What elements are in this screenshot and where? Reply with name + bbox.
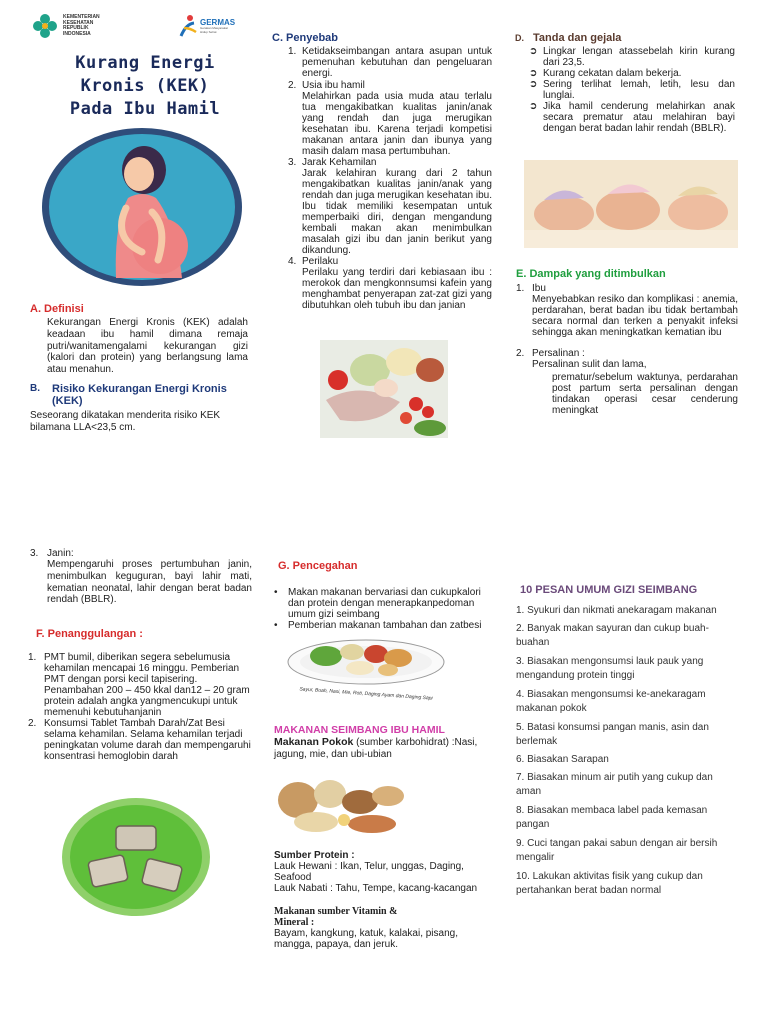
kemenkes-text-4: INDONESIA xyxy=(63,30,91,37)
section-risiko xyxy=(30,383,248,434)
iron-tablets-icon xyxy=(62,798,210,916)
penanggulangan-heading: F. Penanggulangan : xyxy=(36,628,143,640)
tanda-item-4: ➲ Jika hamil cenderung melahirkan anak secara prematur atau melahiran bayi dengan berat badan lahir rendah (BBLR). xyxy=(529,101,735,134)
pesan-item-5: 5. Batasi konsumsi pangan manis, asin dan berlemak xyxy=(516,722,709,747)
makanan-pokok: Makanan Pokok (sumber karbohidrat) :Nasi, jagung, mie, dan ubi-ubian xyxy=(274,736,478,760)
kemenkes-text-2: KESEHATAN xyxy=(63,19,94,26)
kemenkes-text-3: REPUBLIK xyxy=(63,25,89,31)
makanan-vitamin xyxy=(274,906,488,950)
dampak-item-2: 2. Persalinan : Persalinan sulit dan lama, prematur/sebelum waktunya, perdarahan post partum serta persalinan dengan tindakan operasi cesar cenderung meningkat xyxy=(516,348,738,416)
pesan-item-9: 9. Cuci tangan pakai sabun dengan air bersih mengalir xyxy=(516,838,718,863)
section-pencegahan xyxy=(274,560,490,631)
risiko-heading: Risiko Kekurangan Energi Kronis (KEK) xyxy=(52,383,227,407)
penyebab-item-4: 4. Perilaku Perilaku yang terdiri dari kebiasaan ibu : merokok dan mengkonnsumsi kafein yang menghambat penyerapan zat-zat gizi yang dibutuhkan oleh tubuh ibu dan janian xyxy=(288,256,492,311)
tanda-item-1: ➲ Lingkar lengan atassebelah kirin kurang dari 23,5. xyxy=(529,46,735,68)
kemenkes-logo xyxy=(30,10,140,42)
germas-subtext: Gerakan Masyarakat Hidup Sehat xyxy=(200,26,228,34)
section-dampak xyxy=(516,268,738,416)
penyebab-item-1: 1. Ketidakseimbangan antara asupan untuk pemenuhan kebutuhan dan pengeluaran energi. xyxy=(288,46,492,79)
arrow-bullet-icon: ➲ xyxy=(529,46,538,57)
pesan-heading: 10 PESAN UMUM GIZI SEIMBANG xyxy=(520,584,698,596)
pregnant-woman-icon xyxy=(42,128,242,286)
section-penyebab xyxy=(272,32,492,311)
pesan-item-6: 6. Biasakan Sarapan xyxy=(516,754,609,765)
plate-caption: Sayur, Buah, Nasi, Mie, Roti, Daging Ayam dan Daging Sapi xyxy=(299,686,433,702)
arrow-bullet-icon: ➲ xyxy=(529,101,538,112)
page-title xyxy=(40,52,250,121)
penanggulangan-item-2: 2. Konsumsi Tablet Tambah Darah/Zat Besi selama kehamilan. Selama kehamilan terjadi peningkatan volume darah dan mempengaruhi konsentrasi hemoglobin darah xyxy=(28,718,251,762)
definisi-heading: A. Definisi xyxy=(30,303,84,315)
protein-label: Sumber Protein : xyxy=(274,850,355,861)
section-makanan xyxy=(274,724,488,761)
penanggulangan-item-1: 1. PMT bumil, diberikan segera sebelumusia kehamilan mencapai 16 minggu. Pemberian PMT dengan porsi kecil tapisering. Penambahan 200 – 450 kkal dan12 – 20 gram protein adalah angka yangmencukupi untuk memenuhi kebutuhanjanin xyxy=(28,652,250,718)
food-plate-illustration xyxy=(286,632,446,704)
iron-tablets-photo xyxy=(62,798,210,916)
pesan-item-8: 8. Biasakan membaca label pada kemasan pangan xyxy=(516,805,708,830)
kemenkes-text-1: KEMENTERIAN xyxy=(63,14,100,20)
pesan-item-10: 10. Lakukan aktivitas fisik yang cukup dan pertahankan berat badan normal xyxy=(516,871,703,896)
pencegahan-heading: G. Pencegahan xyxy=(278,560,358,572)
pencegahan-item-2: • Pemberian makanan tambahan dan zatbesi xyxy=(274,620,482,631)
arrow-bullet-icon: ➲ xyxy=(529,79,538,90)
section-tanda xyxy=(515,32,735,134)
title-line-3: Pada Ibu Hamil xyxy=(69,98,221,119)
tanda-item-3: ➲ Sering terlihat lemah, letih, lesu dan lunglai. xyxy=(529,79,735,101)
tanda-heading: Tanda dan gejala xyxy=(533,32,622,44)
makanan-heading: MAKANAN SEIMBANG IBU HAMIL xyxy=(274,724,445,736)
vitamin-label: Makanan sumber Vitamin & Mineral : xyxy=(274,906,398,928)
babies-photo xyxy=(524,160,738,248)
tanda-marker: D. xyxy=(515,33,524,43)
dampak-item-1: 1. Ibu Menyebabkan resiko dan komplikasi : anemia, perdarahan, berat badan ibu tidak bertambah secara normal dan terken a penyakit infeksi sehingga akan meningkatkan kematian ibu xyxy=(516,283,738,338)
penyebab-heading: C. Penyebab xyxy=(272,32,339,44)
section-definisi xyxy=(30,303,248,376)
bullet-dot-icon: • xyxy=(274,587,278,598)
vitamin-body: Bayam, kangkung, katuk, kalakai, pisang, mangga, papaya, dan jeruk. xyxy=(274,928,458,950)
carbohydrate-photo xyxy=(276,772,410,836)
title-line-1: Kurang Energi xyxy=(75,53,215,73)
penyebab-item-3: 3. Jarak Kehamilan Jarak kelahiran kurang dari 2 tahun mengakibatkan kualitas janin/anak yang rendah dan juga merugikan kesehatan ibu. Ibu tidak memiliki kesempatan untuk memperbaiki diri, dengan mengandung kembali makan akan menimbulkan masalah gizi ibu dan janin berikut yang dikandung. xyxy=(288,157,492,256)
pesan-item-3: 3. Biasakan mengonsumsi lauk pauk yang mengandung protein tinggi xyxy=(516,656,704,681)
pregnant-woman-illustration xyxy=(42,128,242,286)
protein-hewani: Lauk Hewani : Ikan, Telur, unggas, Daging, Seafood xyxy=(274,861,464,883)
penyebab-item-2: 2. Usia ibu hamil Melahirkan pada usia muda atau terlalu tua mengakibatkan kualitas janin/anak yang rendah dan juga merugikan kesehatan ibu. Karena terjadi kompetisi makanan antara janin dan ibunya yang masih dalam masa pertumbuhan. xyxy=(288,80,492,157)
section-pesan-gizi xyxy=(516,584,738,897)
bread-grains-icon xyxy=(276,772,410,836)
pesan-item-2: 2. Banyak makan sayuran dan cukup buah-buahan xyxy=(516,623,709,648)
protein-nabati: Lauk Nabati : Tahu, Tempe, kacang-kacangan xyxy=(274,883,478,894)
risiko-body: Seseorang dikatakan menderita risiko KEK bilamana LLA<23,5 cm. xyxy=(30,410,221,433)
vegetables-fish-icon xyxy=(320,340,448,438)
food-plate-icon xyxy=(286,632,446,688)
germas-text: GERMAS xyxy=(200,18,236,28)
germas-logo xyxy=(178,12,238,40)
pesan-item-4: 4. Biasakan mengonsumsi ke-anekaragam makanan pokok xyxy=(516,689,706,714)
germas-figure-icon xyxy=(178,14,198,38)
vegetables-fish-photo xyxy=(320,340,448,438)
sleeping-babies-icon xyxy=(524,160,738,248)
tanda-item-2: ➲ Kurang cekatan dalam bekerja. xyxy=(529,68,682,79)
section-penanggulangan xyxy=(28,628,254,762)
makanan-protein xyxy=(274,850,488,894)
pencegahan-item-1: • Makan makanan bervariasi dan cukupkalori dan protein dengan menerapkanpedoman umum gizi seimbang xyxy=(274,587,481,620)
kemenkes-emblem-icon xyxy=(30,11,60,41)
dampak-item-janin: 3. Janin: Mempengaruhi proses pertumbuhan janin, menimbulkan keguguran, bayi lahir mati, kematian neonatal, lahir dengan berat badan rendah (BBLR). xyxy=(30,548,252,606)
pesan-item-7: 7. Biasakan minum air putih yang cukup dan aman xyxy=(516,772,713,797)
pesan-item-1: 1. Syukuri dan nikmati anekaragam makanan xyxy=(516,605,717,616)
risiko-marker: B. xyxy=(30,383,40,394)
arrow-bullet-icon: ➲ xyxy=(529,68,538,79)
definisi-body: Kekurangan Energi Kronis (KEK) adalah keadaan ibu hamil dimana remaja putri/wanitamengalami kekurangan gizi (kalori dan protein) yang berlangsung lama atau menahun. xyxy=(47,317,248,376)
dampak-heading: E. Dampak yang ditimbulkan xyxy=(516,268,666,280)
title-line-2: Kronis (KEK) xyxy=(80,75,210,96)
bullet-dot-icon: • xyxy=(274,620,278,631)
